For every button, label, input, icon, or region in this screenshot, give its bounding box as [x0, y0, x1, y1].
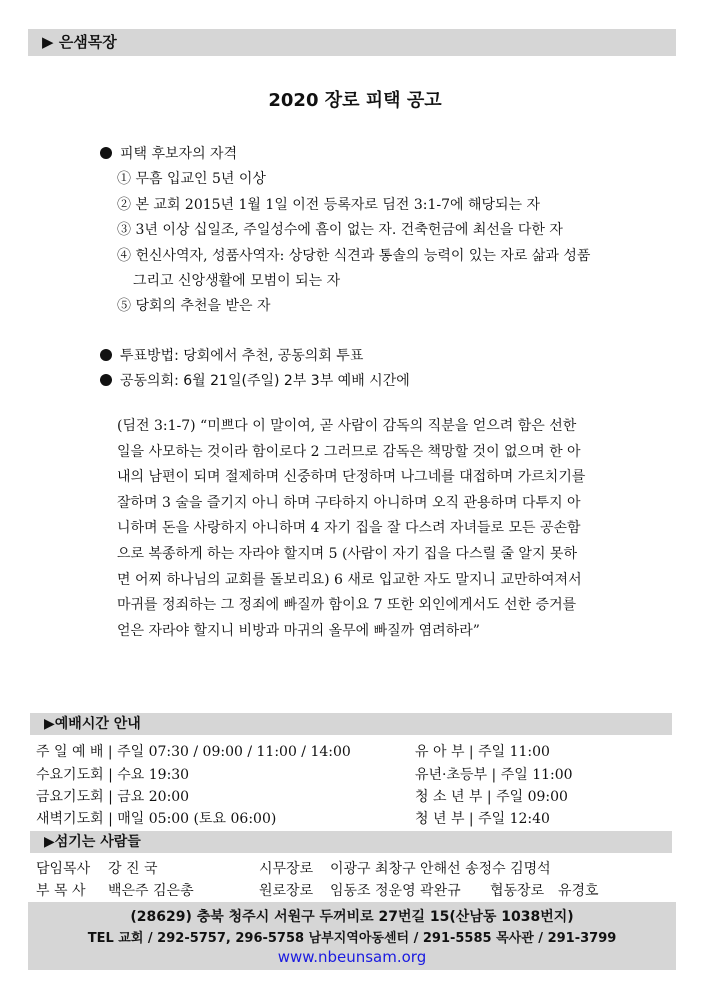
servant-names: 유경호	[558, 883, 599, 899]
church-phones: TEL 교회 / 292-5757, 296-5758 남부지역아동센터 / 291-5585 목사관 / 291-3799	[87, 931, 617, 946]
scripture-line: 니하며 돈을 사랑하지 아니하며 4 자기 집을 잘 다스려 자녀들로 모든 공손함	[117, 520, 581, 537]
department-time: 주일 11:00	[478, 744, 550, 760]
qualification-item: ② 본 교회 2015년 1월 1일 이전 등록자로 딤전 3:1-7에 해당되는 자	[117, 197, 541, 213]
vote-method-text: 투표방법: 당회에서 추천, 공동의회 투표	[120, 348, 364, 364]
worship-row: 새벽기도회 | 매일 05:00 (토요 06:00)	[36, 811, 277, 827]
scripture-line: 내의 남편이 되며 절제하며 신중하며 단정하며 나그네를 대접하며 가르치기를	[117, 469, 586, 486]
worship-time: 금요 20:00	[117, 789, 190, 805]
bullet-icon	[100, 147, 112, 159]
qualification-item: ⑤ 당회의 추천을 받은 자	[117, 298, 271, 314]
qualification-item-continuation: 그리고 신앙생활에 모범이 되는 자	[133, 273, 341, 289]
scripture-line: (딤전 3:1-7) “미쁘다 이 말이여, 곧 사람이 감독의 직분을 얻으려 함은 선한	[117, 418, 577, 434]
vote-method	[100, 345, 363, 365]
servant-names: 이광구 최창구 안해선 송정수 김명석	[330, 861, 551, 877]
department-time: 주일 11:00	[500, 767, 573, 783]
scripture-line: 얻은 자라야 할지니 비방과 마귀의 올무에 빠질까 염려하라”	[117, 622, 480, 639]
department-name: 유년·초등부	[415, 767, 488, 783]
department-name: 청 소 년 부	[415, 789, 483, 805]
worship-row: 주 일 예 배 | 주일 07:30 / 09:00 / 11:00 / 14:00	[36, 744, 351, 760]
bullet-icon	[100, 349, 112, 361]
department-time: 주일 09:00	[496, 789, 568, 805]
department-row: 청 년 부 | 주일 12:40	[415, 811, 550, 827]
qualification-item: ③ 3년 이상 십일조, 주일성수에 흠이 없는 자. 건축헌금에 최선을 다한 자	[117, 222, 563, 238]
qualification-item: ④ 헌신사역자, 성품사역자: 상당한 식견과 통솔의 능력이 있는 자로 삶과 성품	[117, 248, 591, 264]
department-row: 유년·초등부 | 주일 11:00	[415, 767, 573, 783]
worship-name: 주 일 예 배	[36, 744, 104, 760]
worship-heading-text: ▶예배시간 안내	[44, 716, 141, 732]
department-row: 청 소 년 부 | 주일 09:00	[415, 789, 568, 805]
scripture-line: 으로 복종하게 하는 자라야 할지며 5 (사람이 자기 집을 다스릴 줄 알지 못하	[117, 545, 577, 562]
servant-role: 협동장로	[490, 883, 545, 899]
qualification-heading	[100, 143, 237, 163]
worship-name: 금요기도회	[36, 789, 104, 805]
section-header-label: ▶ 은샘목장	[42, 33, 117, 51]
assembly-info	[100, 370, 410, 390]
scripture-line: 면 어찌 하나님의 교회를 돌보리요) 6 새로 입교한 자도 말지니 교만하여져서	[117, 571, 582, 588]
department-row: 유 아 부 | 주일 11:00	[415, 744, 550, 760]
scripture-line: 일을 사모하는 것이라 함이로다 2 그러므로 감독은 책망할 것이 없으며 한 아	[117, 443, 581, 460]
servant-names: 강 진 국	[108, 861, 158, 877]
servant-names: 임동조 정운영 곽완규	[330, 883, 461, 899]
notice-title: 2020 장로 피택 공고	[268, 90, 442, 111]
worship-row: 수요기도회 | 수요 19:30	[36, 767, 190, 783]
department-name: 유 아 부	[415, 744, 465, 760]
department-time: 주일 12:40	[478, 811, 550, 827]
worship-name: 수요기도회	[36, 767, 104, 783]
worship-time: 주일 07:30 / 09:00 / 11:00 / 14:00	[117, 744, 351, 760]
servant-role: 담임목사	[36, 861, 91, 877]
church-address: (28629) 충북 청주시 서원구 두꺼비로 27번길 15(산남동 1038번지)	[130, 909, 574, 925]
servants-heading	[30, 831, 672, 853]
scripture-line: 마귀를 정죄하는 그 정죄에 빠질까 함이요 7 또한 외인에게서도 선한 증거를	[117, 597, 577, 614]
worship-time: 수요 19:30	[117, 767, 190, 783]
church-website-link[interactable]: www.nbeunsam.org	[277, 948, 427, 966]
worship-name: 새벽기도회	[36, 811, 104, 827]
servants-heading-text: ▶섬기는 사람들	[44, 834, 141, 850]
qualification-item: ① 무흠 입교인 5년 이상	[117, 171, 266, 187]
servant-role: 시무장로	[259, 861, 314, 877]
worship-row: 금요기도회 | 금요 20:00	[36, 789, 190, 805]
assembly-info-text: 공동의회: 6월 21일(주일) 2부 3부 예배 시간에	[120, 373, 410, 389]
servant-role: 부 목 사	[36, 883, 86, 899]
scripture-line: 잘하며 3 술을 즐기지 아니 하며 구타하지 아니하며 오직 관용하며 다투지 아	[117, 494, 581, 511]
department-name: 청 년 부	[415, 811, 465, 827]
scripture-quote	[117, 414, 586, 644]
section-header	[28, 29, 676, 56]
worship-time: 매일 05:00 (토요 06:00)	[117, 811, 277, 827]
servant-role: 원로장로	[259, 883, 314, 899]
church-footer	[28, 902, 676, 970]
bullet-icon	[100, 374, 112, 386]
qualification-heading-text: 피택 후보자의 자격	[120, 146, 238, 162]
servant-names: 백은주 김은총	[108, 883, 194, 899]
worship-heading	[30, 713, 672, 735]
